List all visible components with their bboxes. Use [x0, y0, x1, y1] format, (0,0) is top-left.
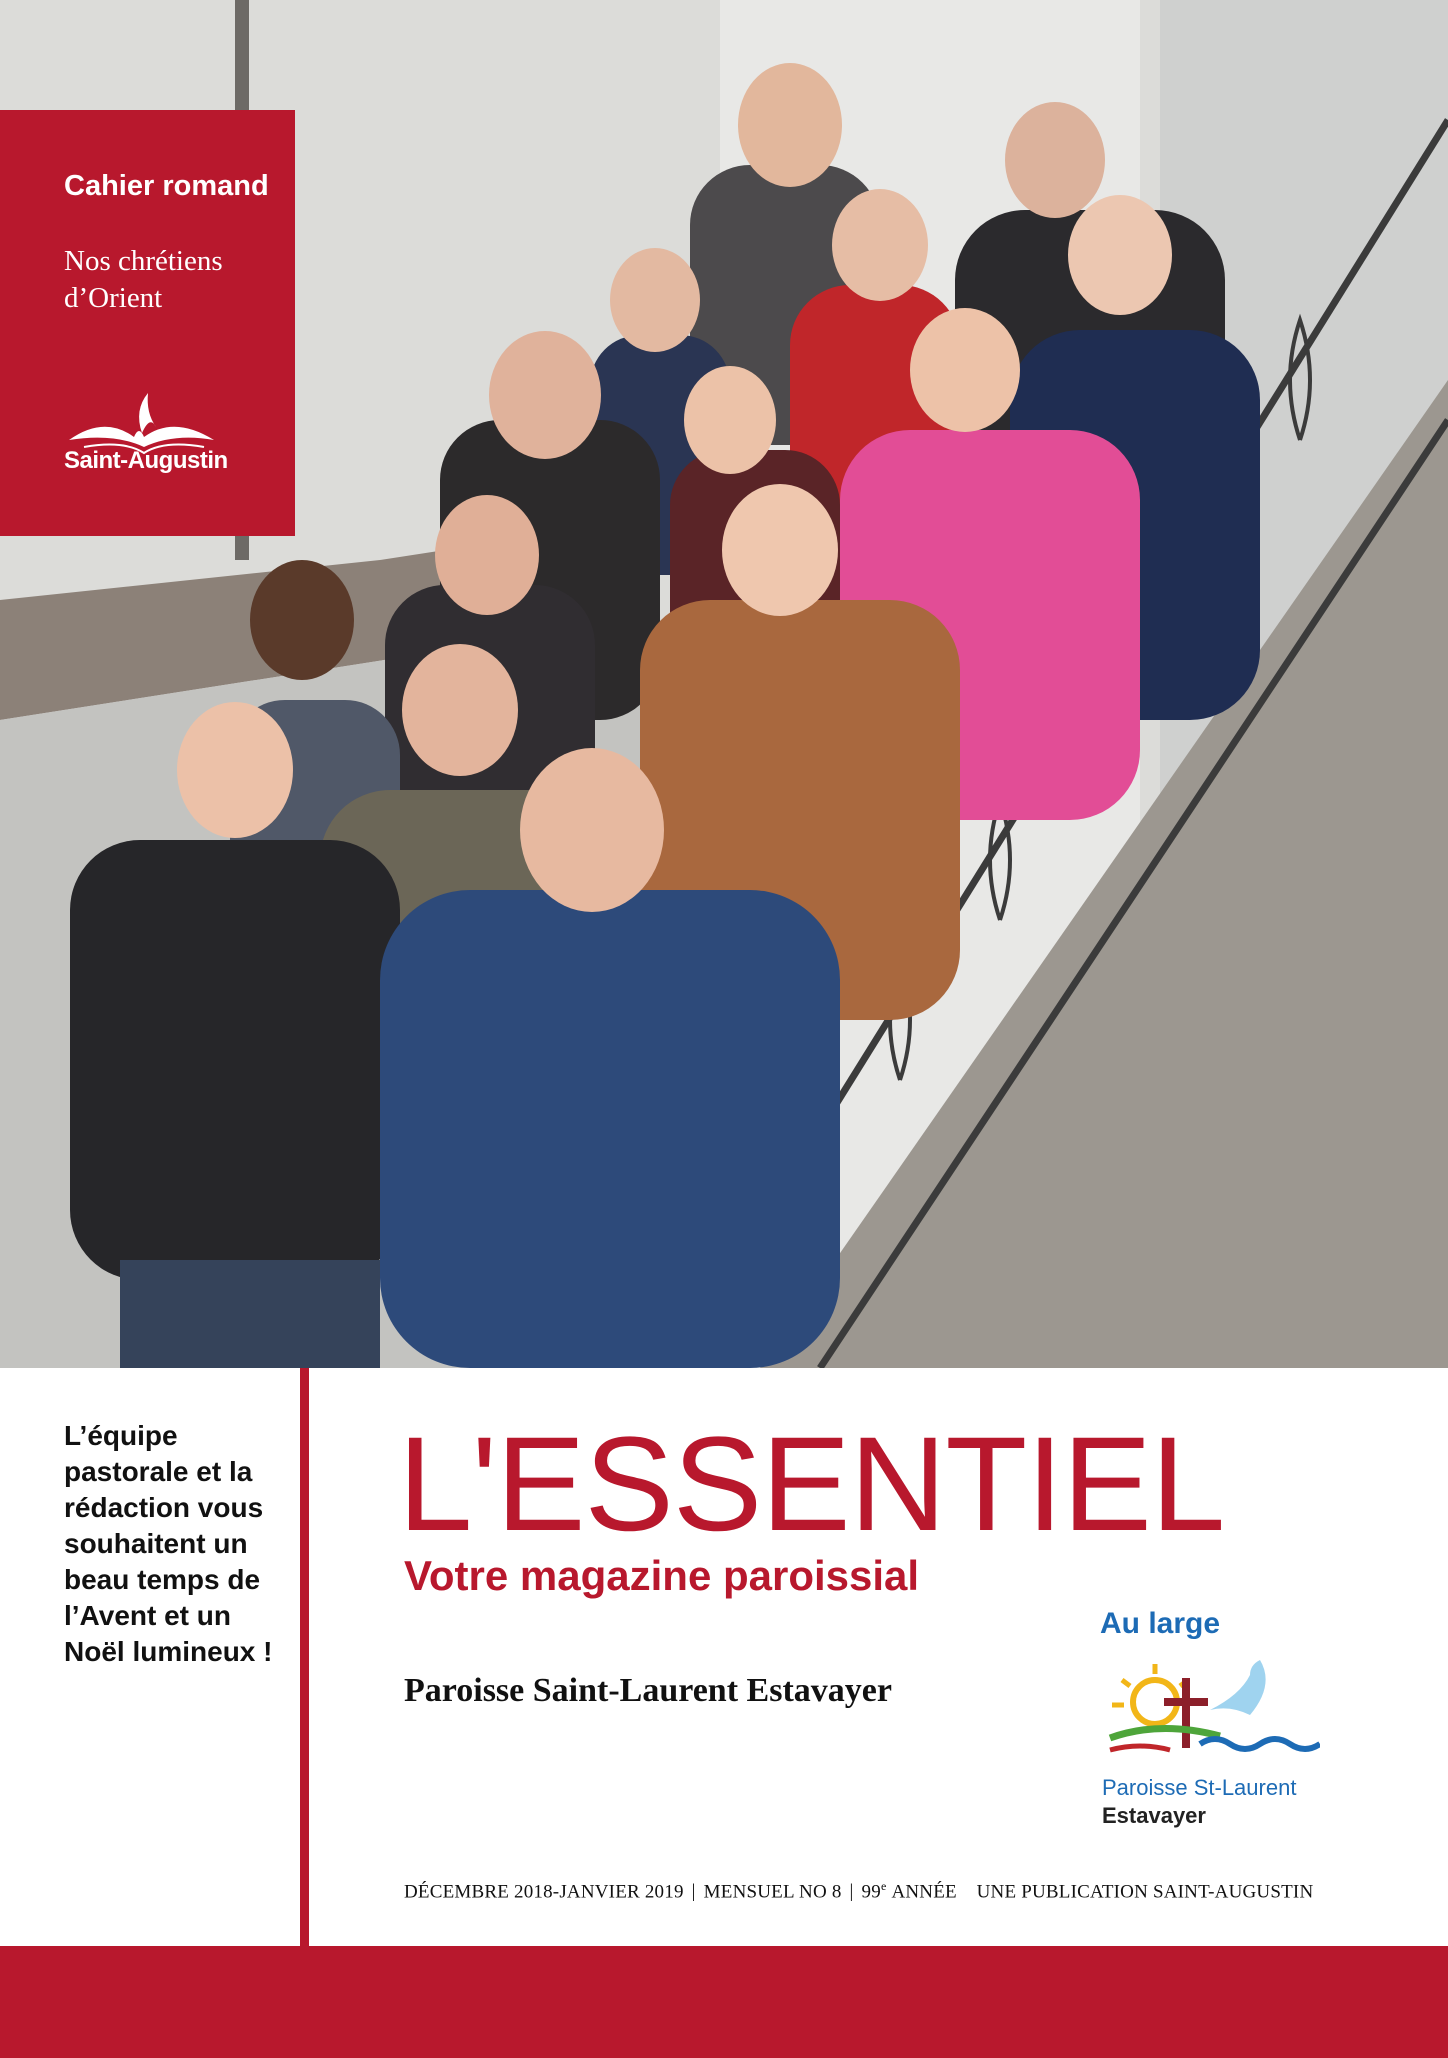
parish-logo-line1: Paroisse St-Laurent	[1102, 1775, 1297, 1800]
parish-logo-heading: Au large	[1100, 1607, 1221, 1640]
issue-separator: |	[849, 1881, 854, 1903]
issue-publisher: UNE PUBLICATION SAINT-AUGUSTIN	[976, 1881, 1314, 1903]
footer-bar	[0, 1946, 1448, 2058]
masthead-tagline: Votre magazine paroissial	[404, 1552, 920, 1599]
vertical-divider	[300, 1368, 309, 1946]
masthead-title: L'ESSENTIEL	[398, 1410, 1225, 1559]
cahier-romand-box	[0, 110, 295, 536]
issue-year-word: ANNÉE	[891, 1881, 957, 1903]
issue-year-number: 99	[861, 1881, 881, 1903]
cahier-subtitle: Nos chrétiens d’Orient	[64, 245, 223, 314]
issue-separator: |	[691, 1881, 696, 1903]
issue-year-suffix: e	[880, 1879, 887, 1893]
parish-name: Paroisse Saint-Laurent Estavayer	[404, 1672, 892, 1709]
season-greeting: L’équipe pastorale et la rédaction vous souhaitent un beau temps de l’Avent et un Noël lumineux !	[64, 1420, 273, 1667]
issue-number: MENSUEL NO 8	[703, 1881, 842, 1903]
parish-logo-icon	[1100, 1650, 1320, 1770]
issue-date: DÉCEMBRE 2018-JANVIER 2019	[404, 1881, 684, 1903]
parish-logo-line2: Estavayer	[1102, 1803, 1206, 1828]
saint-augustin-brand: Saint-Augustin	[64, 447, 228, 474]
cahier-title: Cahier romand	[64, 170, 269, 202]
issue-info	[404, 1879, 1313, 1903]
